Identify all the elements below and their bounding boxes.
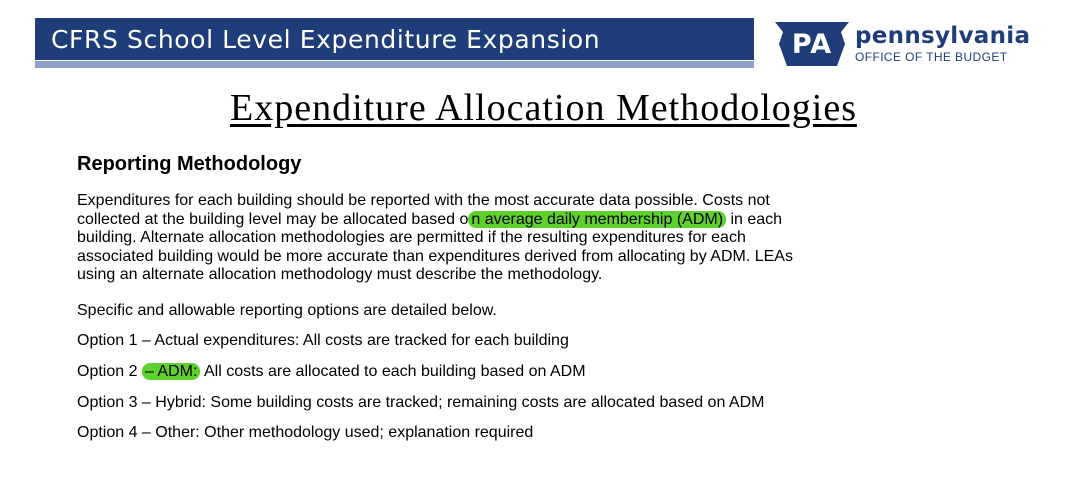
option-text: All costs are allocated to each building based on ADM — [200, 363, 586, 380]
banner-title: CFRS School Level Expenditure Expansion — [51, 24, 601, 54]
paragraph-line: using an alternate allocation methodology must describe the methodology. — [77, 266, 603, 283]
banner-underline-rule — [35, 61, 754, 68]
logo-subtitle: OFFICE OF THE BUDGET — [855, 50, 1008, 64]
paragraph-line: Expenditures for each building should be reported with the most accurate data possible. Costs not — [77, 192, 770, 209]
highlighted-text: n average daily membership (ADM) — [468, 211, 726, 228]
paragraph-line — [77, 211, 1067, 230]
header-banner — [35, 18, 754, 60]
paragraph-line: associated building would be more accurate than expenditures derived from allocating by ADM. LEAs — [77, 247, 793, 265]
section-heading: Reporting Methodology — [77, 153, 302, 175]
option-3: Option 3 – Hybrid: Some building costs are tracked; remaining costs are allocated based on ADM — [77, 394, 765, 411]
methodology-paragraph — [77, 192, 1067, 285]
option-2 — [77, 363, 586, 381]
logo-name: pennsylvania — [855, 23, 1031, 49]
page-title: Expenditure Allocation Methodologies — [229, 87, 857, 129]
paragraph-line: building. Alternate allocation methodologies are permitted if the resulting expenditures for each — [77, 229, 746, 246]
option-4: Option 4 – Other: Other methodology used; explanation required — [77, 424, 534, 441]
pennsylvania-budget-logo — [773, 20, 1073, 68]
option-text: Option 2 — [77, 363, 142, 380]
paragraph-text: in each — [726, 210, 783, 228]
option-1: Option 1 – Actual expenditures: All costs are tracked for each building — [77, 332, 569, 349]
paragraph-text: collected at the building level may be allocated based o — [77, 210, 469, 228]
logo-badge-text: PA — [791, 29, 833, 60]
options-intro: Specific and allowable reporting options are detailed below. — [77, 302, 497, 319]
highlighted-text: – ADM: — [142, 363, 200, 380]
